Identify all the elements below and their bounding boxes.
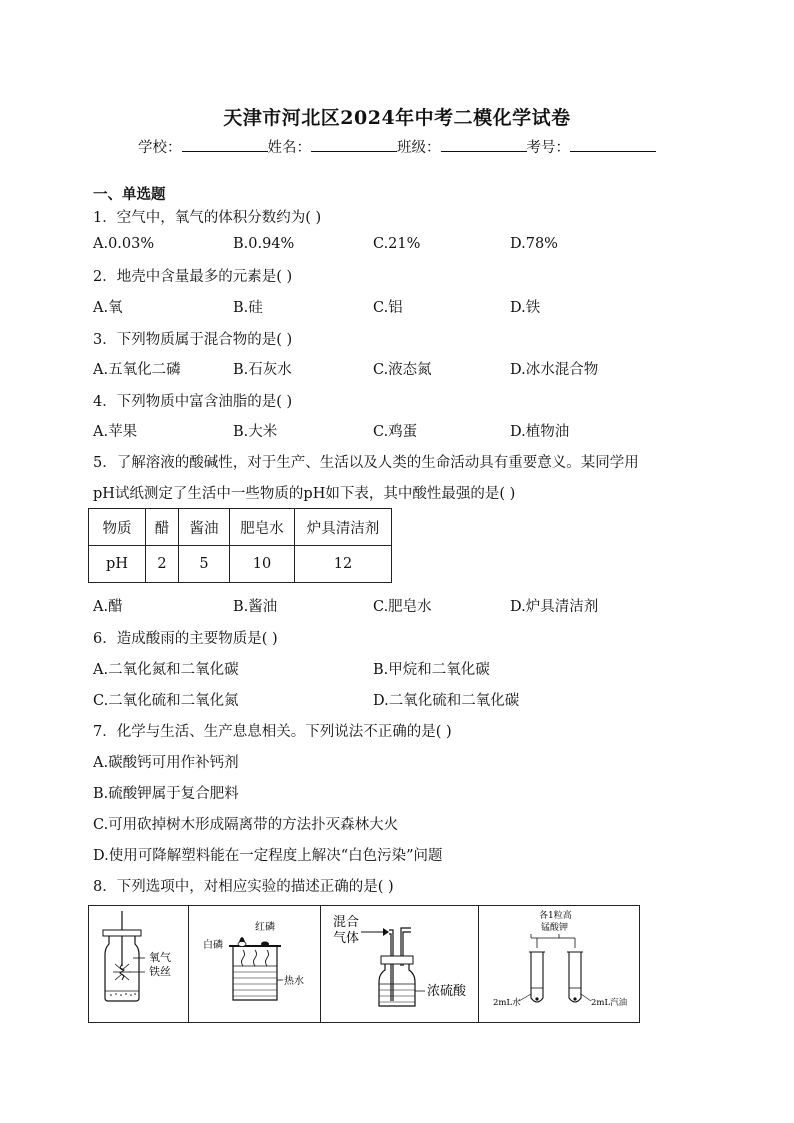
q2-option-b: B.硅 [233,300,263,316]
q3-option-c: C.液态氮 [373,362,432,378]
q6-option-a: A.二氧化氮和二氧化碳 [93,662,239,678]
q7-option-b: B.硫酸钾属于复合肥料 [93,786,239,802]
q1-option-c: C.21% [373,236,421,252]
fig2-label-hot-water: 热水 [284,976,304,987]
table-cell: 炉具清洁剂 [295,509,392,546]
fig1-label-iron: 铁丝 [149,965,171,978]
q2-option-d: D.铁 [510,300,541,316]
question-4-stem: 4．下列物质中富含油脂的是( ) [93,394,293,410]
fig2-label-white-phosphorus: 白磷 [203,940,223,951]
q5-option-a: A.醋 [93,599,123,615]
table-cell: 10 [230,546,295,583]
school-blank [182,137,268,152]
table-cell: 12 [295,546,392,583]
q7-option-d: D.使用可降解塑料能在一定程度上解决“白色污染”问题 [93,848,443,864]
q6-option-d: D.二氧化硫和二氧化碳 [373,693,520,709]
table-cell: 醋 [146,509,179,546]
q4-option-d: D.植物油 [510,424,570,440]
table-cell: 酱油 [179,509,230,546]
q1-option-b: B.0.94% [233,236,295,252]
figure-iron-in-oxygen [89,906,189,1022]
q4-option-c: C.鸡蛋 [373,424,418,440]
section-title: 一、单选题 [93,186,166,203]
student-info-line [0,136,794,157]
gas-drying-diagram [321,906,478,1022]
figure-permanganate-solubility [479,906,639,1022]
experiment-figures [88,905,640,1023]
figure-gas-drying [321,906,479,1022]
iron-oxygen-diagram [89,906,188,1022]
school-label: 学校： [138,140,182,156]
fig4-label-gasoline: 2mL汽油 [591,998,628,1008]
ph-table-value-row [89,546,392,583]
number-label: 考号： [526,140,570,156]
question-7-stem: 7．化学与生活、生产息息相关。下列说法不正确的是( ) [93,724,452,740]
q1-option-a: A.0.03% [93,236,155,252]
q5-option-b: B.酱油 [233,599,278,615]
table-cell: 物质 [89,509,146,546]
table-cell: 2 [146,546,179,583]
question-6-stem: 6．造成酸雨的主要物质是( ) [93,631,278,647]
q1-option-d: D.78% [510,236,558,252]
ph-table [88,508,392,583]
fig3-label-sulfuric-acid: 浓硫酸 [427,984,467,999]
name-blank [311,137,397,152]
question-3-stem: 3．下列物质属于混合物的是( ) [93,332,293,348]
q2-option-a: A.氧 [93,300,123,316]
q6-option-b: B.甲烷和二氧化碳 [373,662,490,678]
name-label: 姓名： [267,140,311,156]
permanganate-diagram [479,906,638,1022]
q5-option-c: C.肥皂水 [373,599,432,615]
q5-option-d: D.炉具清洁剂 [510,599,599,615]
exam-title: 天津市河北区2024年中考二模化学试卷 [223,107,571,129]
table-cell: 肥皂水 [230,509,295,546]
q3-option-d: D.冰水混合物 [510,362,599,378]
q7-option-a: A.碳酸钙可用作补钙剂 [93,755,239,771]
q6-option-c: C.二氧化硫和二氧化氮 [93,693,239,709]
table-cell: pH [89,546,146,583]
class-blank [441,137,527,152]
q3-option-a: A.五氧化二磷 [93,362,181,378]
fig3-label-mixed: 混合 [333,915,360,930]
fig3-label-gas: 气体 [333,931,360,946]
question-1-stem: 1．空气中，氧气的体积分数约为( ) [93,210,322,226]
fig4-label-water: 2mL水 [493,998,521,1008]
q2-option-c: C.铝 [373,300,403,316]
q4-option-a: A.苹果 [93,424,138,440]
question-8-stem: 8．下列选项中，对相应实验的描述正确的是( ) [93,879,394,895]
q3-option-b: B.石灰水 [233,362,292,378]
fig2-label-red-phosphorus: 红磷 [255,922,275,933]
question-2-stem: 2．地壳中含量最多的元素是( ) [93,269,293,285]
fig4-label-line2: 锰酸钾 [541,923,569,933]
q7-option-c: C.可用砍掉树木形成隔离带的方法扑灭森林大火 [93,817,399,833]
question-5-stem-line1: 5．了解溶液的酸碱性，对于生产、生活以及人类的生命活动具有重要意义。某同学用 [93,455,639,471]
question-5-stem-line2: pH试纸测定了生活中一些物质的pH如下表，其中酸性最强的是( ) [93,486,516,502]
class-label: 班级： [397,140,441,156]
figure-phosphorus-combustion [189,906,321,1022]
q4-option-b: B.大米 [233,424,278,440]
ph-table-header-row [89,509,392,546]
table-cell: 5 [179,546,230,583]
number-blank [570,137,656,152]
phosphorus-diagram [189,906,320,1022]
fig4-label-line1: 各1粒高 [539,911,572,921]
fig1-label-oxygen: 氧气 [149,951,171,964]
